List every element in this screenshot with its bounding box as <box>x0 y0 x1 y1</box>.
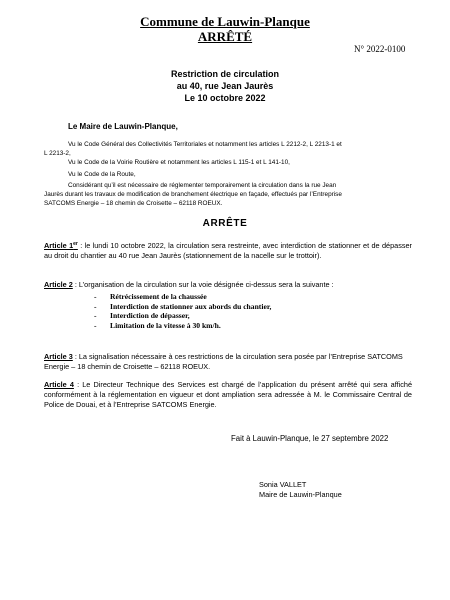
consideration-travaux: Considérant qu’il est nécessaire de réglementer temporairement la circulation dans la rue Jean <box>68 182 337 189</box>
list-dash: - <box>94 320 97 330</box>
subject-line-2: au 40, rue Jean Jaurès <box>176 81 274 91</box>
list-item <box>94 292 271 302</box>
list-dash: - <box>94 311 97 320</box>
article-2-text: : L’organisation de la circulation sur la voie désignée ci-dessus sera la suivante : <box>72 280 334 289</box>
article-4-label: Article 4 <box>44 380 74 389</box>
article-4-text: : Le Directeur Technique des Services est chargé de l’application du présent arrêté qui sera affiché conformément à la réglementation en vigueur et dont ampliation sera adressée à M. le Commissaire Central de Police de Douai, et à l’Entreprise SATCOMS Energie. <box>44 380 413 409</box>
subject-block <box>0 68 450 104</box>
article-1-label <box>44 241 78 250</box>
article-1 <box>44 241 412 261</box>
document-type-title: ARRÊTÉ <box>197 29 253 44</box>
subject-line-1: Restriction de circulation <box>170 69 280 79</box>
article-1-label-text: Article 1 <box>44 241 74 250</box>
list-item <box>94 321 271 331</box>
consideration-route: Vu le Code de la Route, <box>68 171 136 178</box>
arrete-heading: ARRÊTE <box>202 218 248 229</box>
article-3-label: Article 3 <box>44 352 73 361</box>
signatory-block <box>259 480 342 499</box>
list-dash: - <box>94 292 97 301</box>
list-dash: - <box>94 301 97 311</box>
article-1-text: : le lundi 10 octobre 2022, la circulation sera restreinte, avec interdiction de stationner et de dépasser au droit du chantier au 40 rue Jean Jaurès (stationnement de la nacelle sur le trottoir). <box>44 241 412 260</box>
issuer-line: Le Maire de Lauwin-Planque, <box>68 122 178 131</box>
measure-text: Limitation de la vitesse à 30 km/h. <box>110 320 221 330</box>
measure-text: Interdiction de dépasser, <box>110 311 190 320</box>
signatory-name: Sonia VALLET <box>259 480 307 489</box>
traffic-measures-list <box>94 292 271 330</box>
article-4 <box>44 380 412 410</box>
article-2 <box>44 280 334 290</box>
list-item <box>94 311 271 321</box>
list-item <box>94 302 271 312</box>
consideration-voirie: Vu le Code de la Voirie Routière et notamment les articles L 115-1 et L 141-10, <box>68 159 290 166</box>
consideration-travaux-continued: Jaurès durant les travaux de modification de branchement électrique en façade, effectués par l’Entreprise <box>44 191 342 198</box>
consideration-cgct: Vu le Code Général des Collectivités Territoriales et notamment les articles L 2212-2, L 2213-1 et <box>68 141 342 148</box>
reference-number: N° 2022-0100 <box>354 44 406 54</box>
date-place-line: Fait à Lauwin-Planque, le 27 septembre 2022 <box>231 434 389 443</box>
measure-text: Interdiction de stationner aux abords du chantier, <box>110 301 272 311</box>
signatory-title: Maire de Lauwin-Planque <box>259 489 342 499</box>
consideration-cgct-continued: L 2213-2, <box>44 150 71 157</box>
consideration-travaux-end: SATCOMS Energie – 18 chemin de Croisette – 62118 ROEUX. <box>44 200 223 207</box>
measure-text: Rétrécissement de la chaussée <box>110 292 207 301</box>
article-3-text: : La signalisation nécessaire à ces restrictions de la circulation sera posée par l’Entreprise SATCOMS Energie – 18 chemin de Croisette – 62118 ROEUX. <box>44 352 403 371</box>
commune-name: Commune de Lauwin-Planque <box>140 14 310 29</box>
document-header <box>0 14 450 44</box>
article-3 <box>44 352 412 372</box>
article-1-label-sup: er <box>73 241 78 247</box>
article-2-label: Article 2 <box>44 280 73 289</box>
subject-line-3: Le 10 octobre 2022 <box>184 93 266 103</box>
